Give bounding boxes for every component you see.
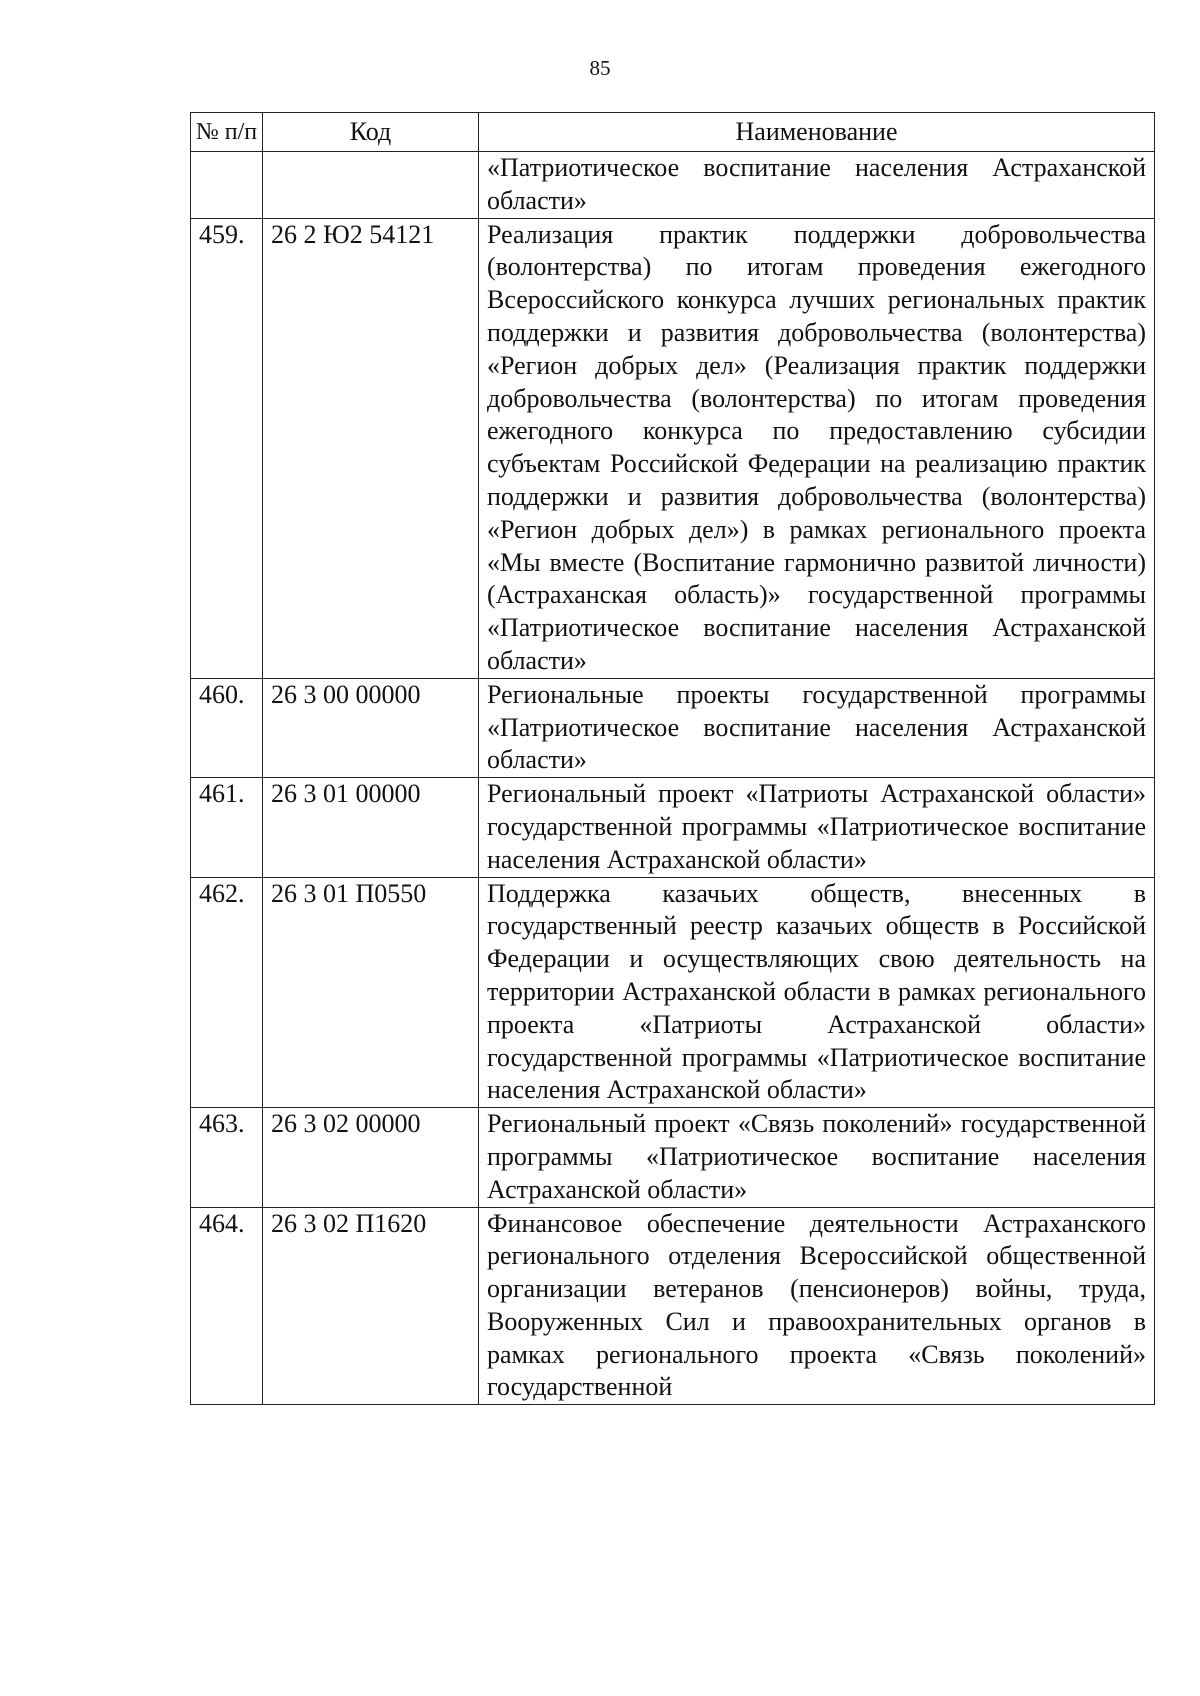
row-name: Региональные проекты государственной программы «Патриотическое воспитание населения Астраханской области»	[479, 678, 1155, 777]
row-name: Региональный проект «Связь поколений» государственной программы «Патриотическое воспитание населения Астраханской области»	[479, 1108, 1155, 1207]
table-row	[191, 678, 1155, 777]
row-number: 460.	[191, 678, 263, 777]
table-row	[191, 218, 1155, 678]
row-name: Реализация практик поддержки добровольчества (волонтерства) по итогам проведения ежегодного Всероссийского конкурса лучших региональных практик поддержки и развития добровольчества (волонтерства) «Регион добрых дел» (Реализация практик поддержки добровольчества (волонтерства) по итогам проведения ежегодного конкурса по предоставлению субсидии субъектам Российской Федерации на реализацию практик поддержки и развития добровольчества (волонтерства) «Регион добрых дел») в рамках регионального проекта «Мы вместе (Воспитание гармонично развитой личности) (Астраханская область)» государственной программы «Патриотическое воспитание населения Астраханской области»	[479, 218, 1155, 678]
row-name: Региональный проект «Патриоты Астраханской области» государственной программы «Патриотическое воспитание населения Астраханской области»	[479, 778, 1155, 877]
page-number: 85	[589, 56, 611, 80]
header-number: № п/п	[191, 113, 263, 152]
row-code: 26 3 00 00000	[263, 678, 479, 777]
row-number: 464.	[191, 1207, 263, 1405]
table-row	[191, 152, 1155, 219]
row-name: Финансовое обеспечение деятельности Астраханского регионального отделения Всероссийской общественной организации ветеранов (пенсионеров) войны, труда, Вооруженных Сил и правоохранительных органов в рамках регионального проекта «Связь поколений» государственной	[479, 1207, 1155, 1405]
table-row	[191, 1108, 1155, 1207]
row-number: 462.	[191, 877, 263, 1108]
row-code: 26 3 01 П0550	[263, 877, 479, 1108]
row-name: Поддержка казачьих обществ, внесенных в государственный реестр казачьих обществ в Российской Федерации и осуществляющих свою деятельность на территории Астраханской области в рамках регионального проекта «Патриоты Астраханской области» государственной программы «Патриотическое воспитание населения Астраханской области»	[479, 877, 1155, 1108]
table-header-row	[191, 113, 1155, 152]
table-row	[191, 877, 1155, 1108]
row-number: 459.	[191, 218, 263, 678]
budget-classification-table	[190, 112, 1155, 1405]
row-code: 26 3 02 00000	[263, 1108, 479, 1207]
row-code: 26 2 Ю2 54121	[263, 218, 479, 678]
row-code	[263, 152, 479, 219]
table-row	[191, 778, 1155, 877]
row-number	[191, 152, 263, 219]
table-row	[191, 1207, 1155, 1405]
header-name: Наименование	[479, 113, 1155, 152]
header-code: Код	[263, 113, 479, 152]
row-number: 461.	[191, 778, 263, 877]
row-code: 26 3 01 00000	[263, 778, 479, 877]
row-number: 463.	[191, 1108, 263, 1207]
row-name: «Патриотическое воспитание населения Астраханской области»	[479, 152, 1155, 219]
row-code: 26 3 02 П1620	[263, 1207, 479, 1405]
